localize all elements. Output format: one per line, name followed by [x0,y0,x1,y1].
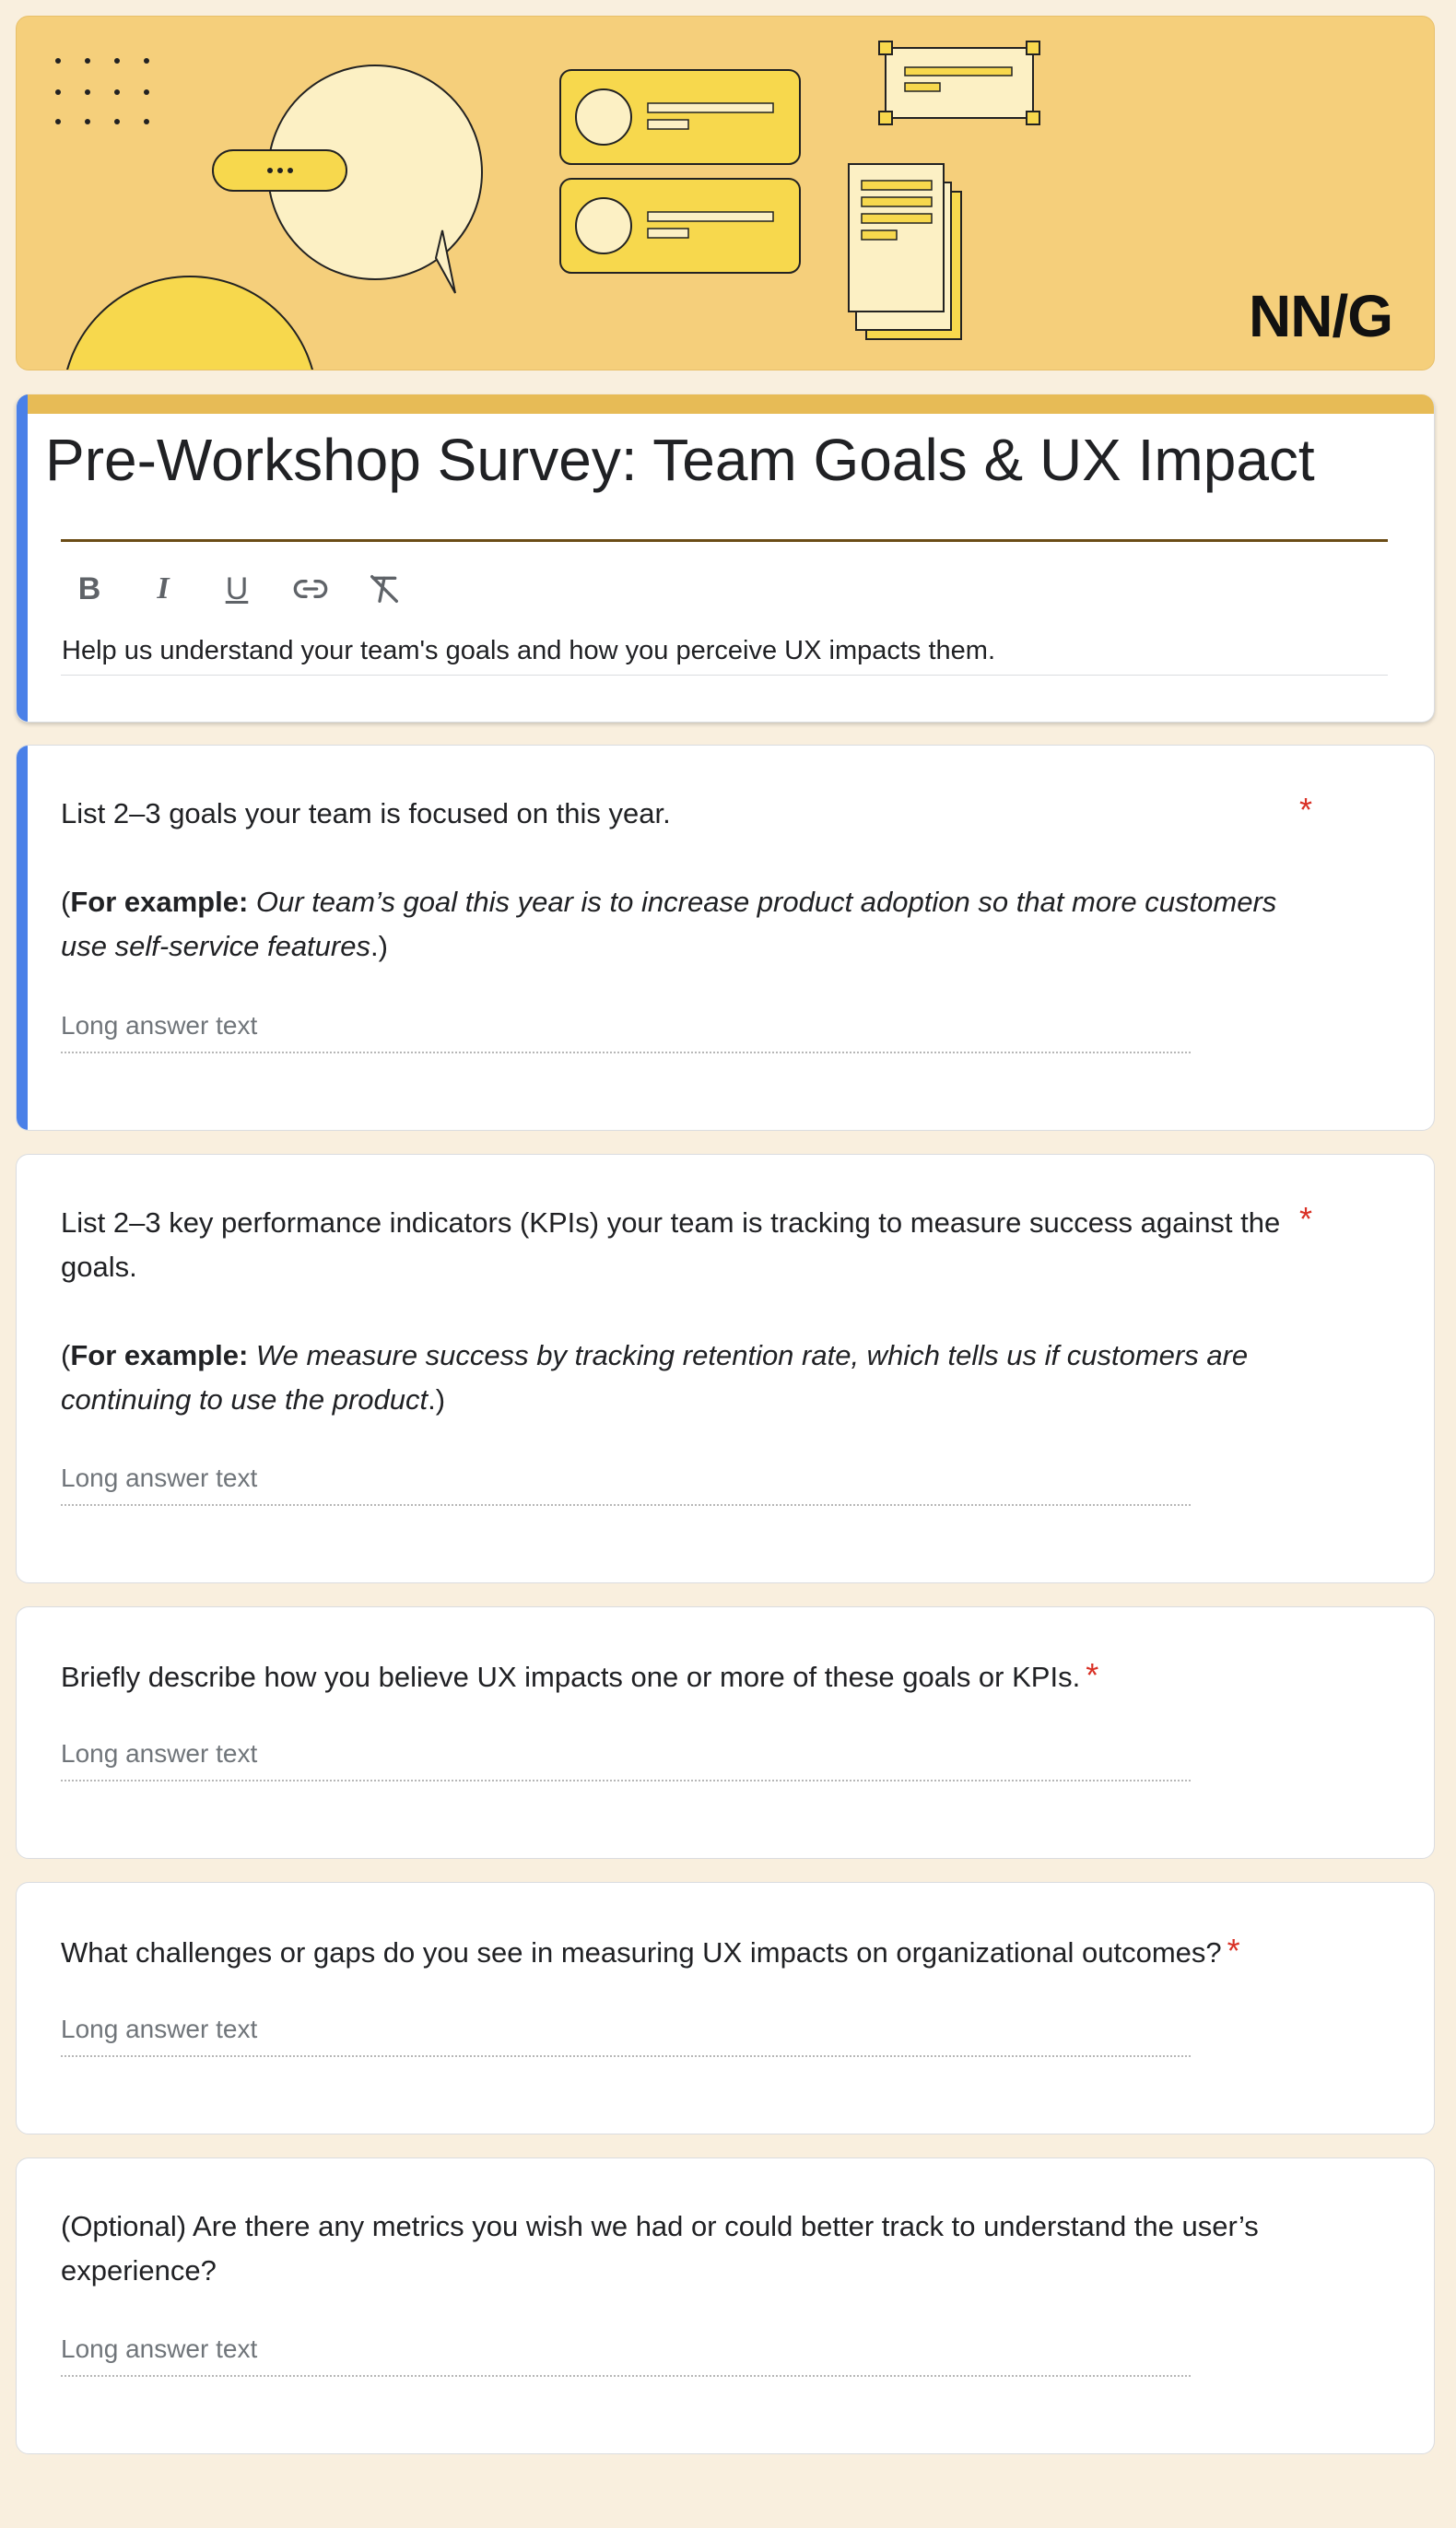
brand-logo: NN/G [1249,283,1392,349]
italic-button[interactable] [144,570,182,608]
header-banner [16,16,1435,370]
description-underline [61,675,1388,676]
format-toolbar [70,563,404,615]
question-title: List 2–3 goals your team is focused on this year. [61,797,671,829]
required-marker: * [1227,1932,1240,1969]
bold-icon: B [77,570,101,606]
bold-button[interactable] [70,570,109,608]
question-card-2[interactable] [16,1154,1435,1583]
title-underline [61,539,1388,542]
italic-icon: I [157,571,170,606]
required-marker: * [1299,1200,1313,1238]
underline-icon: U [225,570,249,606]
example-text: Our team’s goal this year is to increase product adoption so that more customers use self-service features [61,886,1277,962]
clear-format-button[interactable] [365,570,404,608]
question-text [61,1929,1369,1975]
question-title: Briefly describe how you believe UX impacts one or more of these goals or KPIs. [61,1661,1081,1693]
form-description[interactable]: Help us understand your team's goals and how you perceive UX impacts them. [62,636,996,665]
question-title: What challenges or gaps do you see in measuring UX impacts on organizational outcomes? [61,1936,1222,1969]
long-answer-input[interactable] [61,1464,1191,1506]
example-label: For example: [70,886,249,918]
question-text [61,1653,1296,1699]
clear-format-icon [366,570,403,607]
underline-button[interactable] [217,570,256,608]
required-marker: * [1086,1656,1099,1694]
banner-illustration [17,17,1435,370]
active-indicator [17,394,28,722]
link-icon [292,570,329,607]
header-accent-bar [17,394,1434,414]
example-text: We measure success by tracking retention rate, which tells us if customers are continuing to use the product [61,1339,1249,1416]
question-card-3[interactable] [16,1606,1435,1859]
long-answer-input[interactable] [61,2334,1191,2377]
question-title: (Optional) Are there any metrics you wish we had or could better track to understand the user’s experience? [61,2210,1259,2287]
question-example: (For example: We measure success by tracking retention rate, which tells us if customers are continuing to use the product.) [61,1339,1249,1416]
question-card-5[interactable] [16,2158,1435,2454]
active-indicator [17,746,28,1130]
long-answer-input[interactable] [61,1011,1191,1053]
link-button[interactable] [291,570,330,608]
form-title[interactable]: Pre-Workshop Survey: Team Goals & UX Impact [45,427,1315,493]
example-label: For example: [70,1339,249,1371]
question-card-4[interactable] [16,1882,1435,2134]
long-answer-input[interactable] [61,2015,1191,2057]
question-card-1[interactable] [16,745,1435,1131]
long-answer-input[interactable] [61,1739,1191,1781]
question-text [61,792,1314,836]
required-marker: * [1299,791,1313,829]
question-example: (For example: Our team’s goal this year is to increase product adoption so that more customers use self-service features.) [61,886,1277,962]
question-title: List 2–3 key performance indicators (KPIs) your team is tracking to measure success against the goals. [61,1206,1281,1283]
